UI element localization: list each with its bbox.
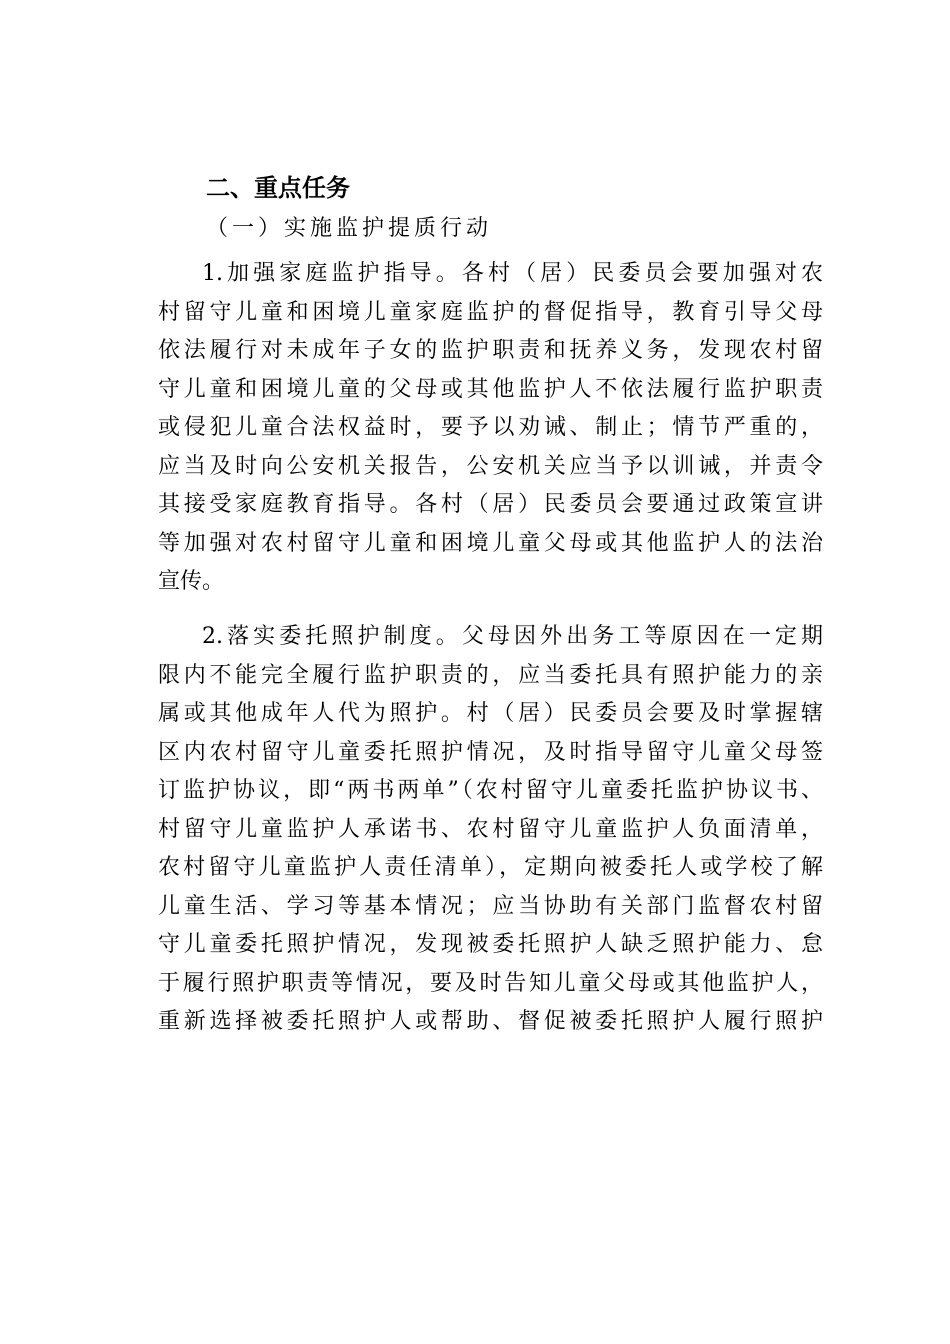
paragraph-line: 订监护协议，即“两书两单”（农村留守儿童委托监护协议书、 [158,778,823,803]
paragraph-line: 守儿童委托照护情况，发现被委托照护人缺乏照护能力、怠 [158,932,823,957]
paragraph-line: 依法履行对未成年子女的监护职责和抚养义务，发现农村留 [158,338,823,363]
paragraph-entrusted-care [158,618,823,1042]
section-heading: 二、重点任务 [206,174,350,202]
paragraph-line: 1.加强家庭监护指导。各村（居）民委员会要加强对农 [202,261,823,286]
paragraph-line: 等加强对农村留守儿童和困境儿童父母或其他监护人的法治 [158,530,823,556]
paragraph-line: 宣传。 [158,569,225,594]
paragraph-line: 其接受家庭教育指导。各村（居）民委员会要通过政策宣讲 [158,492,823,517]
paragraph-family-guardianship [158,255,823,602]
paragraph-line: 儿童生活、学习等基本情况；应当协助有关部门监督农村留 [158,893,823,919]
paragraph-line: 2.落实委托照护制度。父母因外出务工等原因在一定期 [202,624,823,649]
paragraph-line: 属或其他成年人代为照护。村（居）民委员会要及时掌握辖 [158,701,823,726]
paragraph-line: 或侵犯儿童合法权益时，要予以劝诫、制止；情节严重的， [158,415,823,440]
paragraph-line: 应当及时向公安机关报告，公安机关应当予以训诫，并责令 [158,453,823,479]
paragraph-line: 村留守儿童和困境儿童家庭监护的督促指导，教育引导父母 [158,299,823,325]
paragraph-line: 重新选择被委托照护人或帮助、督促被委托照护人履行照护 [158,1009,823,1034]
subsection-heading: （一）实施监护提质行动 [206,216,493,241]
paragraph-line: 守儿童和困境儿童的父母或其他监护人不依法履行监护职责 [158,376,823,402]
paragraph-line: 村留守儿童监护人承诺书、农村留守儿童监护人负面清单， [158,816,823,842]
paragraph-line: 于履行照护职责等情况，要及时告知儿童父母或其他监护人， [158,970,823,996]
paragraph-line: 区内农村留守儿童委托照护情况，及时指导留守儿童父母签 [158,739,823,765]
paragraph-line: 限内不能完全履行监护职责的，应当委托具有照护能力的亲 [158,662,823,688]
paragraph-line: 农村留守儿童监护人责任清单），定期向被委托人或学校了解 [158,855,823,880]
